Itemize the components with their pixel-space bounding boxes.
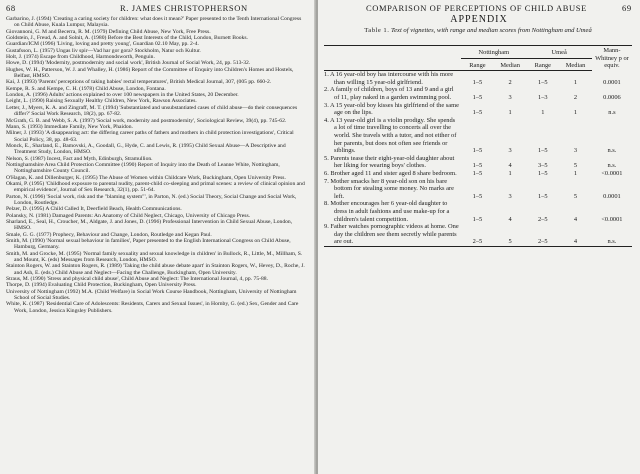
nottingham-range-cell: 1–5 <box>472 147 483 155</box>
nottingham-range-cell: 1–5 <box>472 170 483 177</box>
p-value-cell: n.s. <box>607 147 617 155</box>
nottingham-median-cell: 1 <box>508 109 512 117</box>
reference-entry: Giovannoni, G. M and Becerra, R. M. (1979) Defining Child Abuse, New York, Free Press. <box>6 28 211 35</box>
umea-median-cell: 4 <box>573 215 578 223</box>
reference-entry: O'Hagan, K. and Dillenburger, K. (1995) The Abuse of Women within Childcare Work, Buckingham, Open University Press. <box>6 174 286 181</box>
reference-entry: Milner, J. (1993) 'A disappearing act: the differing career paths of fathers and mothers in child protection investigations', Critical Social Policy, 38, pp. 48-63. <box>6 130 294 143</box>
table-row <box>324 86 632 101</box>
table-body <box>324 71 632 247</box>
vignette-text: 6. Brother aged 11 and sister aged 8 share bedroom. <box>324 170 457 177</box>
reference-entry: Straus, M. (1990) 'Stress and physical child abuse', Child Abuse and Neglect: The International Journal, 4, pp. 75-88. <box>6 276 268 283</box>
umea-range-cell: 3–5 <box>538 162 548 170</box>
left-running-head: R. JAMES CHRISTOPHERSON <box>120 3 248 13</box>
umea-range-cell: 2–5 <box>526 223 559 246</box>
reference-entry: Mann, S. (1993) Immediate Family, New York, Phaidon. <box>6 123 133 130</box>
header-mann-whitney: Mann-Whitney p or equiv. <box>592 46 632 71</box>
umea-range-cell: 1–5 <box>538 78 548 86</box>
table-caption-text: Text of vignettes, with range and median scores from Nottingham and Umeå <box>391 27 592 34</box>
p-value-cell: n.s <box>608 109 616 117</box>
table-subheader-row <box>324 58 632 71</box>
nottingham-median-cell: 2 <box>508 78 512 86</box>
appendix-heading: APPENDIX <box>450 14 508 25</box>
vignette-text: 8. Mother encourages her 6 year-old daughter to dress in adult fashions and use make-up for a children's talent competition. <box>324 200 450 223</box>
reference-entry: Smith, M. (1990) 'Normal sexual behaviour in families', Paper presented to the English International Congress on Child Abuse, Hamburg, Germany. <box>6 238 291 251</box>
table-row <box>324 71 632 87</box>
umea-range-cell: 1–5 <box>538 170 548 177</box>
reference-entry: London, A. (1996) Adults' actions explained to over 100 newspapers in the United States, 20 December. <box>6 92 239 99</box>
reference-entry: Howe, D. (1994) 'Modernity, postmodernity and social work', British Journal of Social Work, 24, pp. 513-32. <box>6 60 251 67</box>
nottingham-range-cell: 1–5 <box>472 162 483 170</box>
left-page <box>0 0 316 474</box>
table-row <box>324 178 632 201</box>
nottingham-range-cell: 1–5 <box>472 94 483 102</box>
right-page <box>318 0 640 474</box>
nottingham-range-cell: 1–5 <box>472 109 483 117</box>
reference-entry: Hughes, W. H., Patterson, W. J. and Whalley, H. (1986) Report of the Committee of Enquiry into Children's Homes and Hostels, Belfast, HMSO. <box>6 66 294 80</box>
p-value-cell: n.s. <box>607 162 617 170</box>
umea-range-cell: 2–5 <box>538 215 548 223</box>
nottingham-median-cell: 1 <box>508 170 512 177</box>
reference-entry: Letter, J., Myers, K. A. and Zingraff, M. T. (1994) 'Substantiated and unsubstantiated cases of child abuse—do their consequences differ?' Social Work Research, 18(2), pp. 67-82. <box>6 104 298 118</box>
reference-entry: Leight, L. (1990) Raising Sexually Healthy Children, New York, Rawson Associates. <box>6 98 197 105</box>
umea-range-cell: 1–3 <box>538 94 548 102</box>
umea-range-cell: 1 <box>541 109 545 117</box>
p-value-cell: <0.0001 <box>601 170 623 177</box>
reference-entry: Polansky, N. (1981) Damaged Parents: An Anatomy of Child Neglect, Chicago, University of Chicago Press. <box>6 212 251 219</box>
header-umea-median: Median <box>559 58 592 71</box>
reference-entry: Okami, P. (1995) 'Childhood exposure to parental nudity, parent-child co-sleeping and primal scenes: a review of clinical opinion and empirical evidence', Journal of Sex Research, 32(1), pp. 51-64. <box>6 180 305 194</box>
reference-entry: Guardian/ICM (1996) 'Living, loving and pretty young', Guardian 02.10 May, pp. 2-4. <box>6 41 199 48</box>
p-value-cell: 0.0006 <box>603 94 621 102</box>
umea-median-cell: 1 <box>573 109 578 117</box>
reference-entry: University of Nottingham (1992) M.A. (Child Welfare) in Social Work Course Handbook, Nottingham, University of Nottingham School of Social Studies. <box>6 288 297 302</box>
header-nottingham: Nottingham <box>461 46 526 59</box>
nottingham-range-cell: 1–5 <box>472 215 483 223</box>
reference-entry: Goldstein, J., Freud, A. and Solnit, A. (1980) Before the Best Interests of the Child, London, Burnett Books. <box>6 35 248 42</box>
p-value-cell: 0.0001 <box>603 192 621 200</box>
reference-entry: Garbarino, J. (1994) 'Creating a caring society for children: what does it mean?' Paper presented to the Tenth International Congress on Child Abuse, Kuala Lumpur, Malaysia. <box>6 16 302 29</box>
header-nottingham-median: Median <box>494 58 527 71</box>
table-label: Table 1. <box>364 27 390 34</box>
p-value-cell: 0.0001 <box>603 78 621 86</box>
nottingham-range-cell: 1–5 <box>472 192 483 200</box>
reference-entry: Nelson, S. (1987) Incest, Fact and Myth, Edinburgh, Stramullion. <box>6 155 153 162</box>
vignette-text: 7. Mother smacks her 8 year-old son on his bare bottom for stealing some money. No marks are left. <box>324 177 454 200</box>
umea-median-cell: 2 <box>573 94 578 102</box>
reference-entry: Kai, J. (1993) 'Parents' perceptions of taking babies' rectal temperatures', British Medical Journal, 307, (005 pp. 660-2. <box>6 79 272 86</box>
umea-median-cell: 1 <box>573 78 578 86</box>
vignette-text: 1. A 16 year-old boy has intercourse with his more than willing 15 year-old girlfriend. <box>324 71 454 86</box>
umea-median-cell: 1 <box>573 170 578 177</box>
nottingham-median-cell: 4 <box>508 215 512 223</box>
vignette-text: 3. A 15 year-old boy kisses his girlfriend of the same age on the lips. <box>324 101 459 117</box>
vignette-text: 9. Father watches pornographic videos at home. One day the children see them secretly while parents are out. <box>324 223 461 246</box>
header-umea-range: Range <box>526 58 559 71</box>
reference-list <box>6 16 308 314</box>
nottingham-median-cell: 4 <box>508 162 512 170</box>
header-umea: Umeå <box>526 46 591 59</box>
table-row <box>324 200 632 223</box>
table-caption <box>328 27 628 35</box>
reference-entry: Kempe, R. S. and Kempe, C. H. (1978) Child Abuse, London, Fontana. <box>6 85 166 92</box>
reference-entry: Stainton Rogers, W. and Stainton Rogers, R. (1989) 'Taking the child abuse debate apart' in Stainton Rogers, W., Hevey, D., Roche, J. and Ash, E. (eds.) Child Abuse and Neglect—Facing the Challenge, Buckingham, Open University. <box>6 263 305 276</box>
reference-entry: Nottinghamshire Area Child Protection Committee (1990) Report of Inquiry into the Death of Leanne White, Nottingham, Nottinghamshire County Council. <box>6 161 280 175</box>
umea-median-cell: 3 <box>573 147 578 155</box>
umea-range-cell: 1–5 <box>538 192 548 200</box>
reference-entry: Smale, G. G. (1977) Prophecy, Behaviour and Change, London, Routledge and Kegan Paul. <box>6 231 212 238</box>
reference-entry: Smith, M. and Grocke, M. (1995) 'Normal family sexuality and sexual knowledge in children' in Bullock, R., Little, M., Millham, S. and Mount, K. (eds) Messages from Research, London, HMSO. <box>6 250 303 264</box>
reference-entry: Gustafsson, L. (1957) Ungas liv spir—Vad har gor gora? Stockholm, Natur och Kultur. <box>6 47 201 54</box>
reference-entry: Sharland, E., Seal, H., Croucher, M., Aldgate, J. and Jones, D. (1996) Professional Intervention in Child Sexual Abuse, London, HMSO. <box>6 219 293 232</box>
reference-entry: Monck, E., Sharland, E., Bamovski, A., Goodall, G., Hyde, C. and Lewis, R. (1995) Child Sexual Abuse—A Descriptive and Treatment Study, London, HMSO. <box>6 142 286 156</box>
reference-entry: McGrath, G. B. and Webb, S. A. (1997) 'Social work, modernity and postmodernity', Sociological Review, 39(4), pp. 745-62. <box>6 117 287 124</box>
nottingham-median-cell: 5 <box>494 223 527 246</box>
umea-median-cell: 5 <box>573 192 578 200</box>
right-page-number: 69 <box>622 3 632 13</box>
table-row <box>324 117 632 155</box>
reference-entry: White, K. (1987) 'Residential Care of Adolescents: Residents, Carers and Sexual Issues', in Hornby, G. (ed.) Sex, Gender and Care Work, London, Jessica Kingsley Publishers. <box>6 301 299 314</box>
reference-entry: Parton, N. (1996) 'Social work, risk and the "blaming system"', in Parton, N. (ed.) Social Theory, Social Change and Social Work, London, Routledge. <box>6 193 297 206</box>
umea-median-cell: 4 <box>559 223 592 246</box>
nottingham-range-cell: 1–5 <box>472 78 483 86</box>
vignette-text: 5. Parents tease their eight-year-old daughter about her liking for wearing boys' clothes. <box>324 154 455 170</box>
header-nottingham-range: Range <box>461 58 494 71</box>
reference-entry: Holt, J. (1974) Escape from Childhood, Harmondsworth, Penguin. <box>6 54 155 61</box>
p-value-cell: n.s. <box>592 223 632 246</box>
vignette-text: 4. A 13 year-old girl is a violin prodigy. She spends a lot of time travelling to concerts all over the world. She travels with a tutor, and not either of her parents, but does not often see friends or siblings. <box>324 116 457 155</box>
results-table <box>324 45 632 247</box>
reference-entry: Pelzer, D. (1995) A Child Called It, Deerfield Beach, Health Communications. <box>6 206 182 213</box>
table-row <box>324 223 632 246</box>
vignette-text: 2. A family of children, boys of 13 and 9 and a girl of 11, play naked in a garden swimming pool. <box>324 86 454 102</box>
nottingham-median-cell: 3 <box>508 94 512 102</box>
nottingham-median-cell: 3 <box>508 192 512 200</box>
table-row <box>324 102 632 117</box>
left-page-number: 68 <box>6 3 16 13</box>
table-header-row <box>324 46 632 59</box>
reference-entry: Thorpe, D. (1994) Evaluating Child Protection, Buckingham, Open University Press. <box>6 282 197 289</box>
right-running-head: COMPARISON OF PERCEPTIONS OF CHILD ABUSE <box>366 3 587 13</box>
umea-median-cell: 5 <box>573 162 578 170</box>
umea-range-cell: 1–5 <box>538 147 548 155</box>
nottingham-range-cell: 2–5 <box>461 223 494 246</box>
table-row <box>324 170 632 178</box>
table-row <box>324 155 632 170</box>
p-value-cell: <0.0001 <box>601 215 623 223</box>
nottingham-median-cell: 3 <box>508 147 512 155</box>
